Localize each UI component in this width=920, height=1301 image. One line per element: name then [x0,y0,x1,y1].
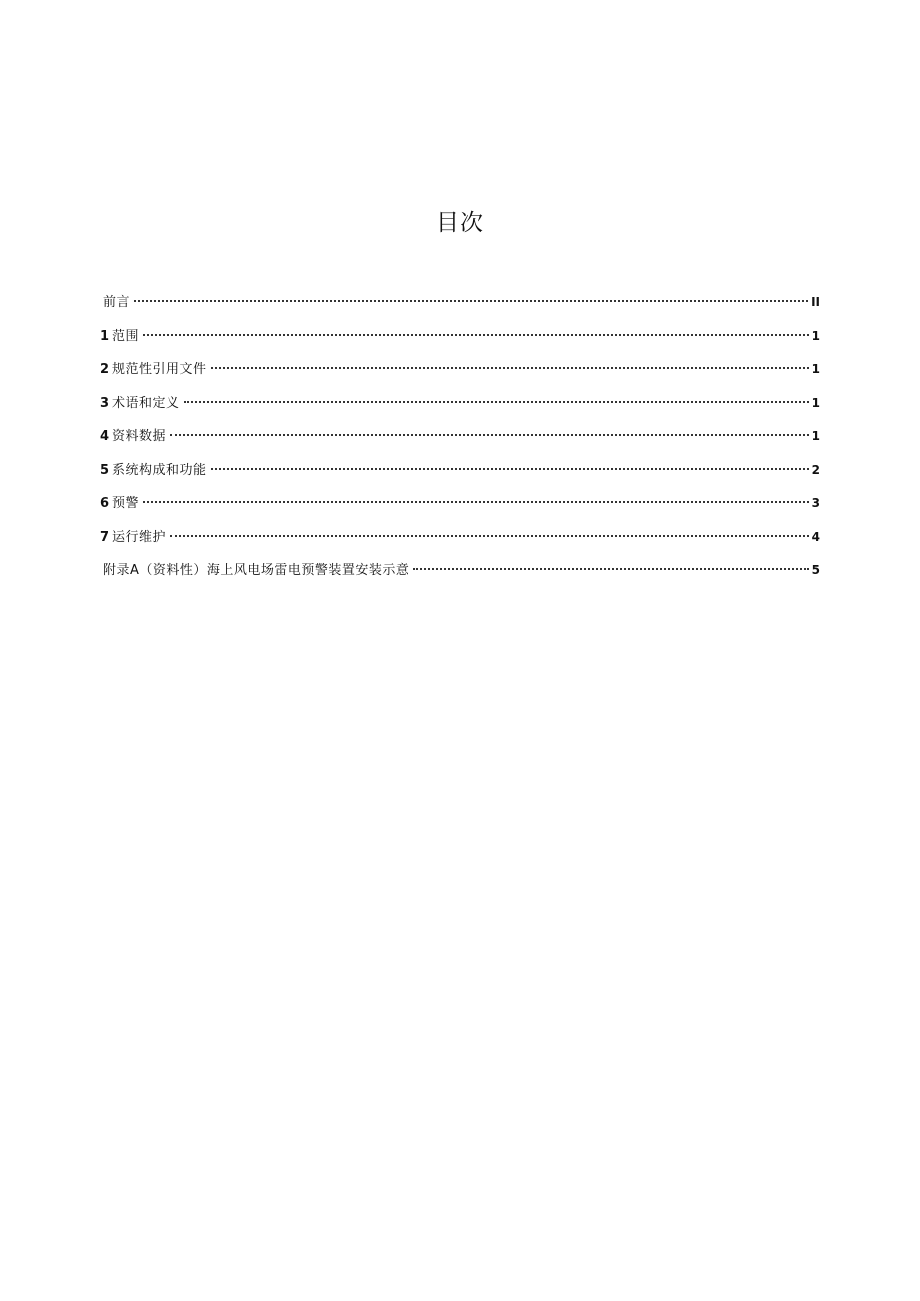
dot-leader [211,468,809,470]
toc-entry-label: 范围 [112,328,140,344]
dot-leader [170,434,809,436]
toc-entry-number: 4 [100,429,110,444]
toc-entry-number: 7 [100,529,110,545]
toc-entry-number: 5 [100,462,110,478]
dot-leader [134,300,808,302]
toc-entry-page: 4 [811,529,820,544]
toc-entry-page: 2 [811,462,820,477]
toc-entry-warning[interactable] [100,494,820,528]
toc-entry-normative-references[interactable] [100,360,820,394]
toc-entry-terms-definitions[interactable] [100,394,820,428]
dot-leader [413,568,808,570]
toc-entry-scope[interactable] [100,327,820,361]
dot-leader [143,334,809,336]
dot-leader [184,401,809,403]
toc-entry-page: 1 [811,328,820,343]
toc-entry-system-composition[interactable] [100,461,820,495]
toc-entry-number: 6 [100,496,110,511]
dot-leader [143,501,809,503]
dot-leader [211,367,809,369]
toc-entry-page: 1 [811,429,820,443]
dot-leader [170,535,809,537]
toc-entry-page: 5 [811,563,820,577]
toc-entry-operation-maintenance[interactable] [100,528,820,562]
toc-entry-page: 1 [811,395,820,410]
toc-entry-page: II [811,295,820,309]
toc-entry-foreword[interactable] [100,293,820,327]
toc-entry-label: 前言 [103,295,131,310]
toc-entry-page: 1 [811,362,820,376]
page-title: 目次 [436,210,484,236]
toc-entry-label: 资料数据 [112,429,167,444]
toc-entry-appendix-a[interactable] [100,561,820,595]
toc-entry-label: 规范性引用文件 [112,362,207,377]
toc-entry-label: 预警 [112,496,140,511]
toc-entry-label: 系统构成和功能 [112,462,207,478]
toc-entry-data[interactable] [100,427,820,461]
table-of-contents [100,293,820,595]
toc-entry-number: 1 [100,328,110,344]
toc-entry-label: 术语和定义 [112,395,180,411]
toc-entry-label: 附录A（资料性）海上风电场雷电预警装置安装示意 [103,563,410,578]
toc-entry-label: 运行维护 [112,529,167,545]
toc-entry-number: 2 [100,362,110,377]
toc-entry-number: 3 [100,395,110,411]
toc-entry-page: 3 [811,496,820,510]
